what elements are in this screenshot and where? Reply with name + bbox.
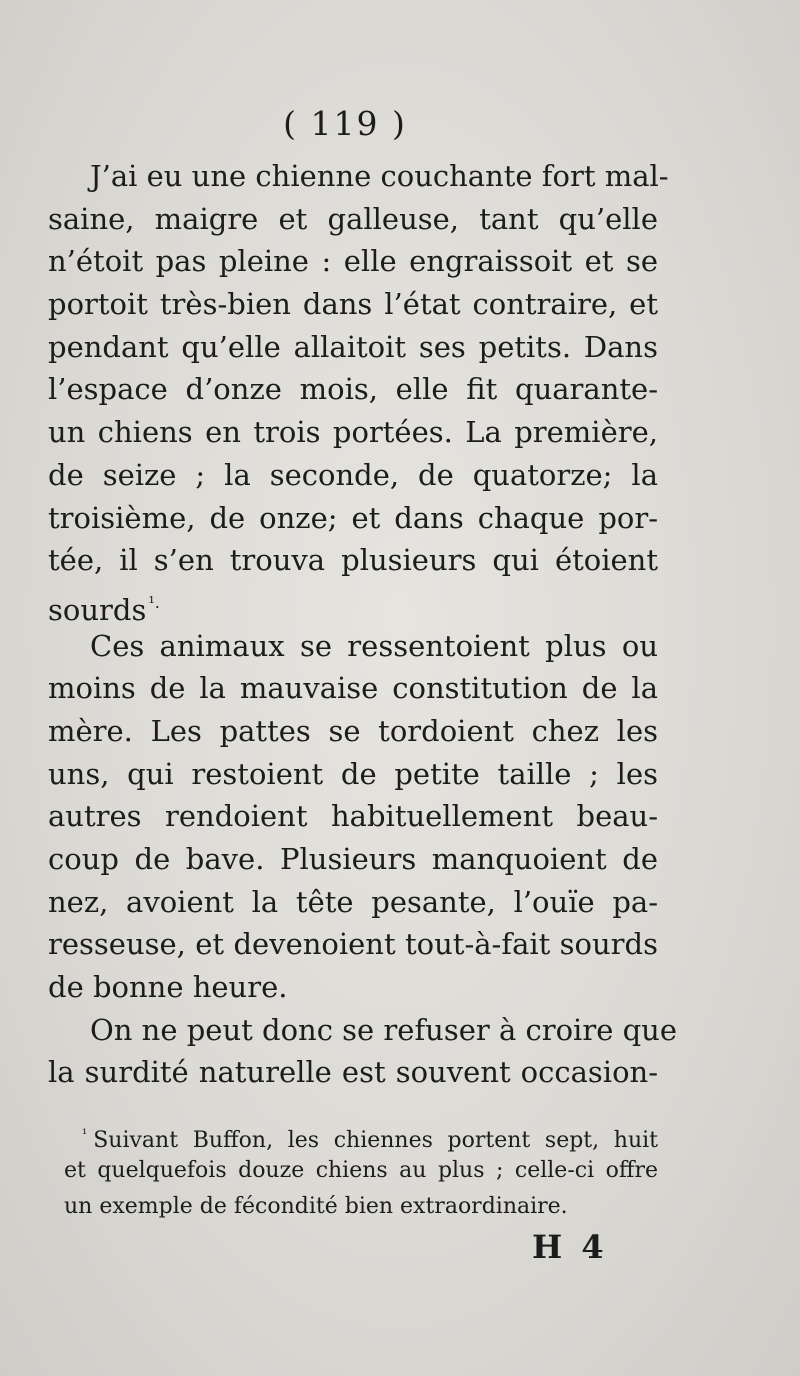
text-line: mère. Les pattes se tordoient chez les (48, 713, 658, 748)
text-line: de seize ; la seconde, de quatorze; la (48, 457, 658, 492)
footnote-mark: ¹ (82, 1127, 88, 1142)
text-line: portoit très-bien dans l’état contraire, et (48, 287, 658, 322)
text-line: moins de la mauvaise constitution de la (48, 671, 658, 706)
text-line-content: sourds (48, 592, 147, 627)
footnote-line: un exemple de fécondité bien extraordinaire. (64, 1194, 568, 1219)
page-number: ( 119 ) (283, 104, 407, 143)
text-line: Ces animaux se ressentoient plus ou (90, 628, 658, 663)
text-line: resseuse, et devenoient tout-à-fait sourds (48, 927, 658, 962)
text-line: uns, qui restoient de petite taille ; les (48, 756, 658, 791)
text-line: de bonne heure. (48, 970, 288, 1005)
text-line: tée, il s’en trouva plusieurs qui étoient (48, 543, 658, 578)
footnote (64, 1117, 658, 1225)
text-line: pendant qu’elle allaitoit ses petits. Dans (48, 329, 658, 364)
text-line: troisième, de onze; et dans chaque por- (48, 500, 658, 535)
footnote-reference: ¹. (148, 592, 160, 612)
text-line: autres rendoient habituellement beau- (48, 799, 658, 834)
text-line: l’espace d’onze mois, elle fit quarante- (48, 372, 658, 407)
text-line: On ne peut donc se refuser à croire que (90, 1012, 677, 1047)
text-line: coup de bave. Plusieurs manquoient de (48, 842, 658, 876)
footnote-line-content: Suivant Buffon, les chiennes portent sept, huit (93, 1128, 658, 1153)
text-line: saine, maigre et galleuse, tant qu’elle (48, 201, 658, 236)
text-line (48, 582, 658, 625)
text-line: un chiens en trois portées. La première, (48, 415, 658, 450)
footnote-line: et quelquefois douze chiens au plus ; celle-ci offre (64, 1158, 658, 1183)
text-line: nez, avoient la tête pesante, l’ouïe pa- (48, 884, 658, 919)
footnote-line (64, 1117, 658, 1153)
text-line: la surdité naturelle est souvent occasion- (48, 1055, 658, 1090)
signature-mark: H 4 (532, 1228, 608, 1266)
text-line: J’ai eu une chienne couchante fort mal- (90, 159, 669, 193)
body-text (48, 155, 677, 1094)
text-line: n’étoit pas pleine : elle engraissoit et se (48, 244, 658, 279)
